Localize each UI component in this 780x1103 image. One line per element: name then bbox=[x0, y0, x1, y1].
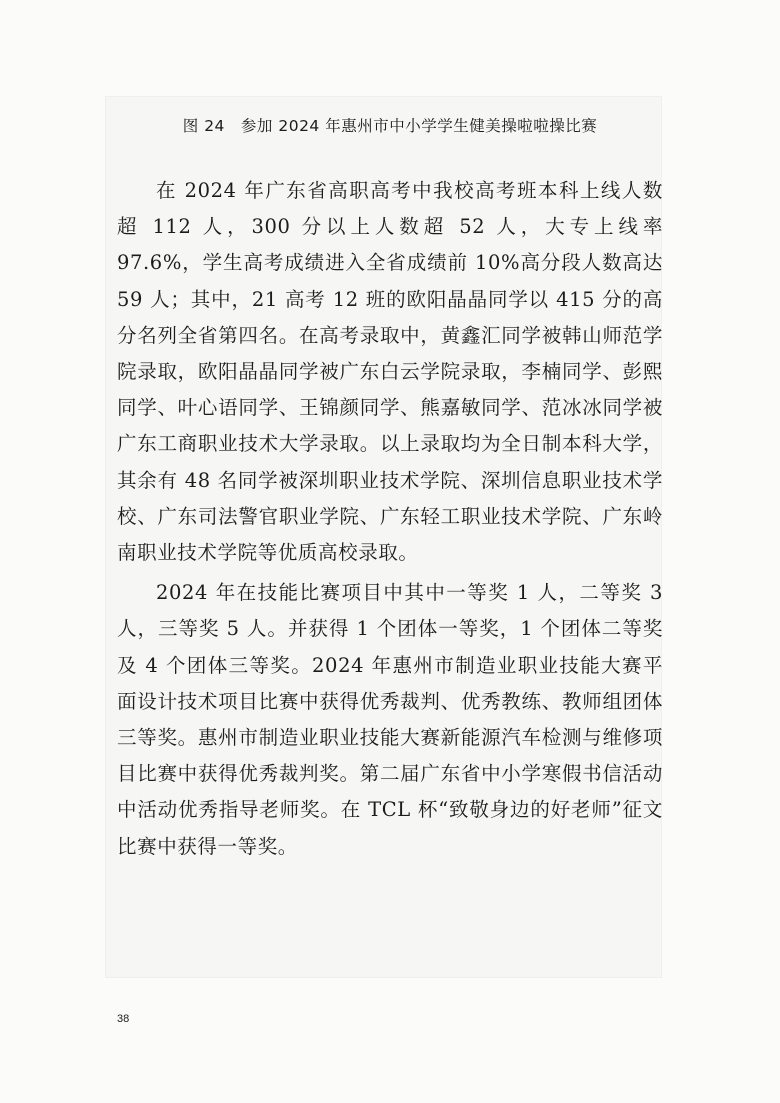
body-text bbox=[117, 173, 663, 869]
paragraph-admissions: 在 2024 年广东省高职高考中我校高考班本科上线人数超 112 人，300 分以上人数超 52 人，大专上线率 97.6%，学生高考成绩进入全省成绩前 10%高分段人数高达 59 人；其中，21 高考 12 班的欧阳晶晶同学以 415 分的高分名列全省第四名。在高考录取中，黄鑫汇同学被韩山师范学院录取，欧阳晶晶同学被广东白云学院录取，李楠同学、彭熙同学、叶心语同学、王锦颜同学、熊嘉敏同学、范冰冰同学被广东工商职业技术大学录取。以上录取均为全日制本科大学，其余有 48 名同学被深圳职业技术学院、深圳信息职业技术学校、广东司法警官职业学院、广东轻工职业技术学院、广东岭南职业技术学院等优质高校录取。 bbox=[117, 179, 663, 565]
figure-caption: 图 24 参加 2024 年惠州市中小学学生健美操啦啦操比赛 bbox=[182, 117, 598, 135]
paragraph-awards: 2024 年在技能比赛项目中其中一等奖 1 人，二等奖 3 人，三等奖 5 人。并获得 1 个团体一等奖，1 个团体二等奖及 4 个团体三等奖。2024 年惠州市制造业职业技能大赛平面设计技术项目比赛中获得优秀裁判、优秀教练、教师组团体三等奖。惠州市制造业职业技能大赛新能源汽车检测与维修项目比赛中获得优秀裁判奖。第二届广东省中小学寒假书信活动中活动优秀指导老师奖。在 TCL 杯“致敬身边的好老师”征文比赛中获得一等奖。 bbox=[117, 581, 663, 858]
page-number: 38 bbox=[117, 1013, 130, 1025]
